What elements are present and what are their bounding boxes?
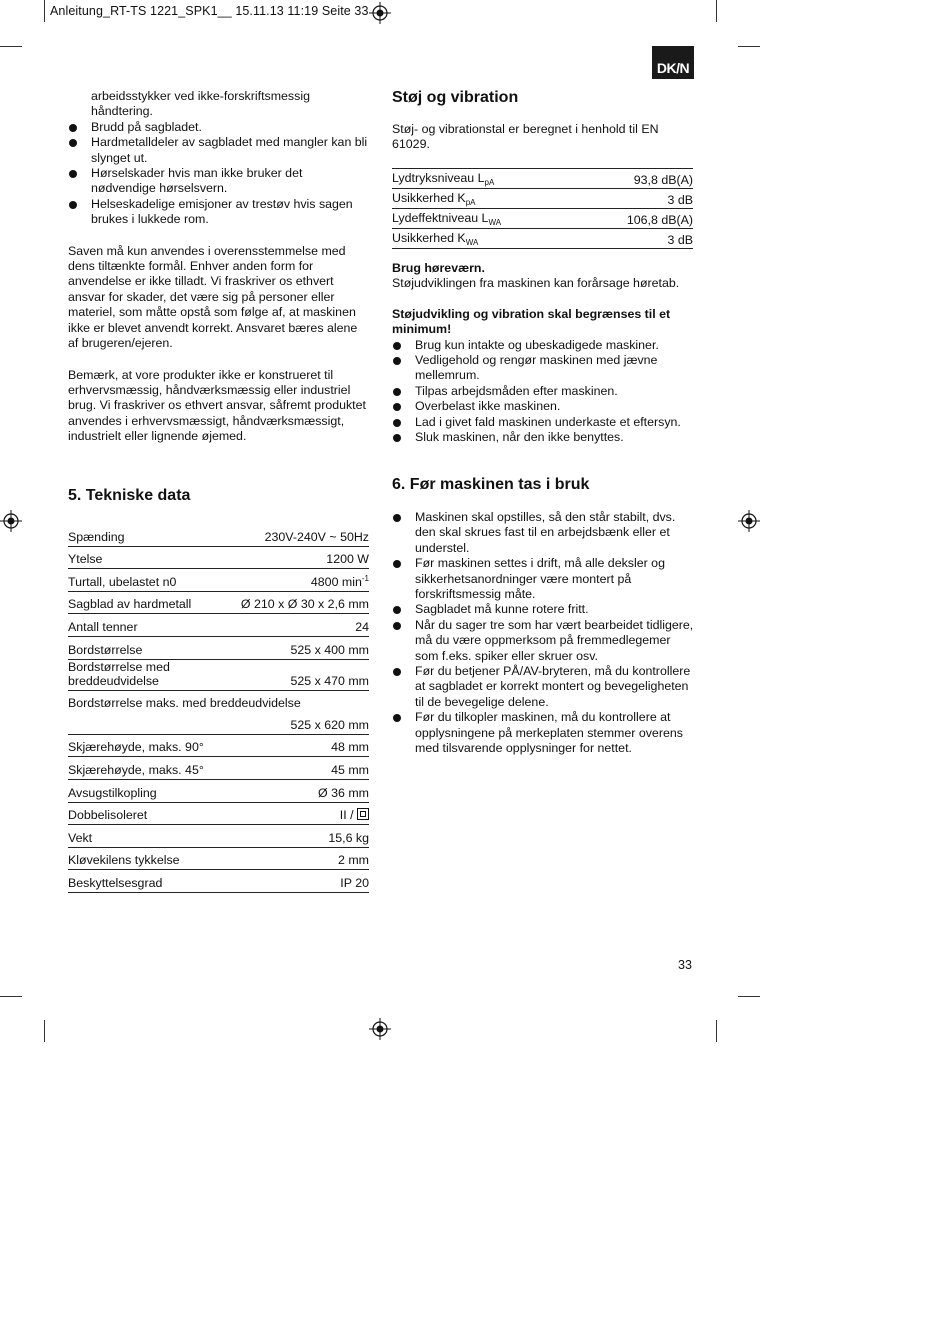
list-item: Før du tilkopler maskinen, må du kontrollere at opplysningene på merkeplaten stemmer overens med tilsvarende opplysninger for nettet.: [392, 710, 694, 756]
table-row: [68, 659, 369, 690]
spec-label: Sagblad av hardmetall: [68, 591, 241, 614]
noise-sub: pA: [484, 178, 495, 187]
table-row: [68, 636, 369, 659]
registration-mark-icon: [738, 510, 760, 532]
spec-value: 4800 min: [310, 574, 362, 589]
spec-value: IP 20: [241, 870, 369, 893]
table-row: [68, 591, 369, 614]
left-column: [68, 89, 368, 445]
crop-mark: [716, 0, 717, 22]
table-row: [392, 189, 693, 209]
table-row: [68, 712, 369, 734]
crop-mark: [738, 996, 760, 997]
spec-label: Vekt: [68, 825, 241, 848]
crop-mark: [738, 46, 760, 47]
language-tab-label: DK/N: [656, 60, 690, 76]
noise-value: 3 dB: [579, 189, 693, 209]
section-heading-tech: 5. Tekniske data: [68, 487, 191, 504]
paragraph-note: Bemærk, at vore produkter ikke er konstrueret til erhvervsmæssig, håndværksmæssig eller industriel brug. Vi fraskriver os ethvert ansvar, såfremt produktet anvendes i erhvervsmæssigt, håndværksmæssigt, industrielt eller lignende øjemed.: [68, 367, 366, 444]
list-item: Hardmetalldeler av sagbladet med mangler kan bli slynget ut.: [68, 135, 368, 166]
list-item: Hørselskader hvis man ikke bruker det nødvendige hørselsvern.: [68, 166, 368, 197]
print-header: Anleitung_RT-TS 1221_SPK1__ 15.11.13 11:19 Seite 33: [50, 4, 369, 18]
list-item: Vedligehold og rengør maskinen med jævne mellemrum.: [392, 353, 694, 384]
table-row: [68, 546, 369, 569]
noise-label-cell: [392, 209, 579, 229]
list-item: Helseskadelige emisjoner av trestøv hvis sagen brukes i lukkede rom.: [68, 197, 368, 228]
spec-value: 24: [241, 614, 369, 637]
spec-value-cell: [241, 802, 369, 825]
spec-label: Antall tenner: [68, 614, 241, 637]
crop-mark: [44, 1020, 45, 1042]
prep-block: [392, 510, 694, 757]
list-item: Brudd på sagbladet.: [68, 120, 368, 135]
spec-value: Ø 210 x Ø 30 x 2,6 mm: [241, 591, 369, 614]
spec-value: 2 mm: [241, 847, 369, 870]
noise-label-cell: [392, 169, 579, 189]
prep-list: [392, 510, 694, 757]
table-row: [68, 870, 369, 893]
spec-value-cell: [241, 569, 369, 592]
spec-label: Skjærehøyde, maks. 90°: [68, 734, 241, 757]
ear-protection-block: [392, 261, 694, 445]
registration-mark-icon: [369, 1018, 391, 1040]
noise-label: Usikkerhed K: [392, 231, 466, 245]
limit-list: [392, 338, 694, 446]
table-row: [392, 209, 693, 229]
table-row: [68, 614, 369, 637]
table-row: [68, 734, 369, 757]
risk-list: [68, 120, 368, 228]
noise-sub: WA: [465, 238, 479, 247]
section-heading-noise: Støj og vibration: [392, 89, 519, 106]
table-row: [68, 524, 369, 546]
spec-value: 45 mm: [241, 757, 369, 780]
list-item: Sagbladet må kunne rotere fritt.: [392, 602, 694, 617]
table-row: [68, 690, 369, 712]
spec-value-sup: -1: [361, 573, 369, 583]
noise-table: [392, 168, 693, 249]
spec-label: Ytelse: [68, 546, 241, 569]
list-item: Før maskinen settes i drift, må alle deksler og sikkerhetsanordninger være montert på forskriftsmessig måte.: [392, 556, 694, 602]
list-item: Lad i givet fald maskinen underkaste et eftersyn.: [392, 415, 694, 430]
crop-mark: [716, 1020, 717, 1042]
noise-label-cell: [392, 229, 579, 249]
text-line: arbeidsstykker ved ikke-forskriftsmessig: [91, 89, 310, 103]
noise-values: [392, 168, 693, 249]
spec-label: Turtall, ubelastet n0: [68, 569, 241, 592]
spec-value: II /: [339, 808, 357, 823]
noise-label: Lydeffektniveau L: [392, 211, 489, 225]
noise-label-cell: [392, 189, 579, 209]
noise-intro: Støj- og vibrationstal er beregnet i henhold til EN 61029.: [392, 122, 659, 152]
table-row: [68, 825, 369, 848]
table-row: [392, 169, 693, 189]
noise-value: 3 dB: [579, 229, 693, 249]
list-item: Sluk maskinen, når den ikke benyttes.: [392, 430, 694, 445]
spec-value: 525 x 620 mm: [241, 712, 369, 734]
noise-label: Lydtryksniveau L: [392, 171, 485, 185]
spec-value: Ø 36 mm: [241, 779, 369, 802]
spec-value: 1200 W: [241, 546, 369, 569]
spec-label: Kløvekilens tykkelse: [68, 847, 241, 870]
ear-text: Støjudviklingen fra maskinen kan forårsage høretab.: [392, 276, 680, 291]
spec-label: Avsugstilkopling: [68, 779, 241, 802]
crop-mark: [0, 46, 22, 47]
list-item: Overbelast ikke maskinen.: [392, 399, 694, 414]
table-row: [68, 847, 369, 870]
text-line: håndtering.: [91, 104, 154, 119]
page-number: 33: [678, 958, 692, 972]
section-heading-prep: 6. Før maskinen tas i bruk: [392, 476, 590, 493]
list-item: Før du betjener PÅ/AV-bryteren, må du kontrollere at sagbladet er korrekt montert og bevegeligheten til de bevegelige delene.: [392, 664, 694, 710]
paragraph-use: Saven må kun anvendes i overensstemmelse med dens tiltænkte formål. Enhver anden form for anvendelse er ikke tilladt. Vi fraskriver os ethvert ansvar for skader, det være sig på personer eller materiel, som måtte opstå som følge af, at maskinen ikke er blevet anvendt korrekt. Ansvaret bæres alene af brugeren/ejeren.: [68, 243, 358, 351]
table-row: [68, 779, 369, 802]
list-item: Maskinen skal opstilles, så den står stabilt, dvs. den skal skrues fast til en arbejdsbænk eller et understel.: [392, 510, 694, 556]
tech-specs: [68, 524, 369, 893]
table-row: [68, 569, 369, 592]
spec-value: 525 x 470 mm: [241, 659, 369, 690]
spec-value: 15,6 kg: [241, 825, 369, 848]
list-item: Tilpas arbejdsmåden efter maskinen.: [392, 384, 694, 399]
crop-mark: [0, 996, 22, 997]
spec-label: Bordstørrelse maks. med breddeudvidelse: [68, 696, 301, 711]
spec-label: Beskyttelsesgrad: [68, 870, 241, 893]
table-row: [392, 229, 693, 249]
spec-label: Spænding: [68, 524, 241, 546]
crop-mark: [44, 0, 45, 22]
list-item: Når du sager tre som har vært bearbeidet tidligere, må du være oppmerksom på fremmedlegemer som f.eks. spiker eller skruer osv.: [392, 618, 694, 664]
table-row: [68, 802, 369, 825]
noise-sub: WA: [488, 218, 502, 227]
noise-value: 106,8 dB(A): [579, 209, 693, 229]
spec-label: Bordstørrelse: [68, 636, 241, 659]
spec-label: Dobbelisoleret: [68, 802, 241, 825]
noise-value: 93,8 dB(A): [579, 169, 693, 189]
language-tab: [652, 46, 694, 79]
specs-table: [68, 524, 369, 893]
spec-value: 230V-240V ~ 50Hz: [241, 524, 369, 546]
list-item: Brug kun intakte og ubeskadigede maskiner.: [392, 338, 694, 353]
spec-label: Skjærehøyde, maks. 45°: [68, 757, 241, 780]
double-insulation-icon: [357, 808, 369, 820]
table-row: [68, 757, 369, 780]
noise-label: Usikkerhed K: [392, 191, 466, 205]
limit-heading: Støjudvikling og vibration skal begrænses til et minimum!: [392, 306, 671, 337]
spec-value: 48 mm: [241, 734, 369, 757]
registration-mark-icon: [0, 510, 22, 532]
noise-sub: pA: [465, 198, 476, 207]
intro-continuation: [68, 89, 368, 120]
spec-label: Bordstørrelse med breddeudvidelse: [68, 659, 241, 690]
registration-mark-icon: [369, 2, 391, 24]
ear-heading: Brug høreværn.: [392, 261, 485, 275]
spec-value: 525 x 400 mm: [241, 636, 369, 659]
